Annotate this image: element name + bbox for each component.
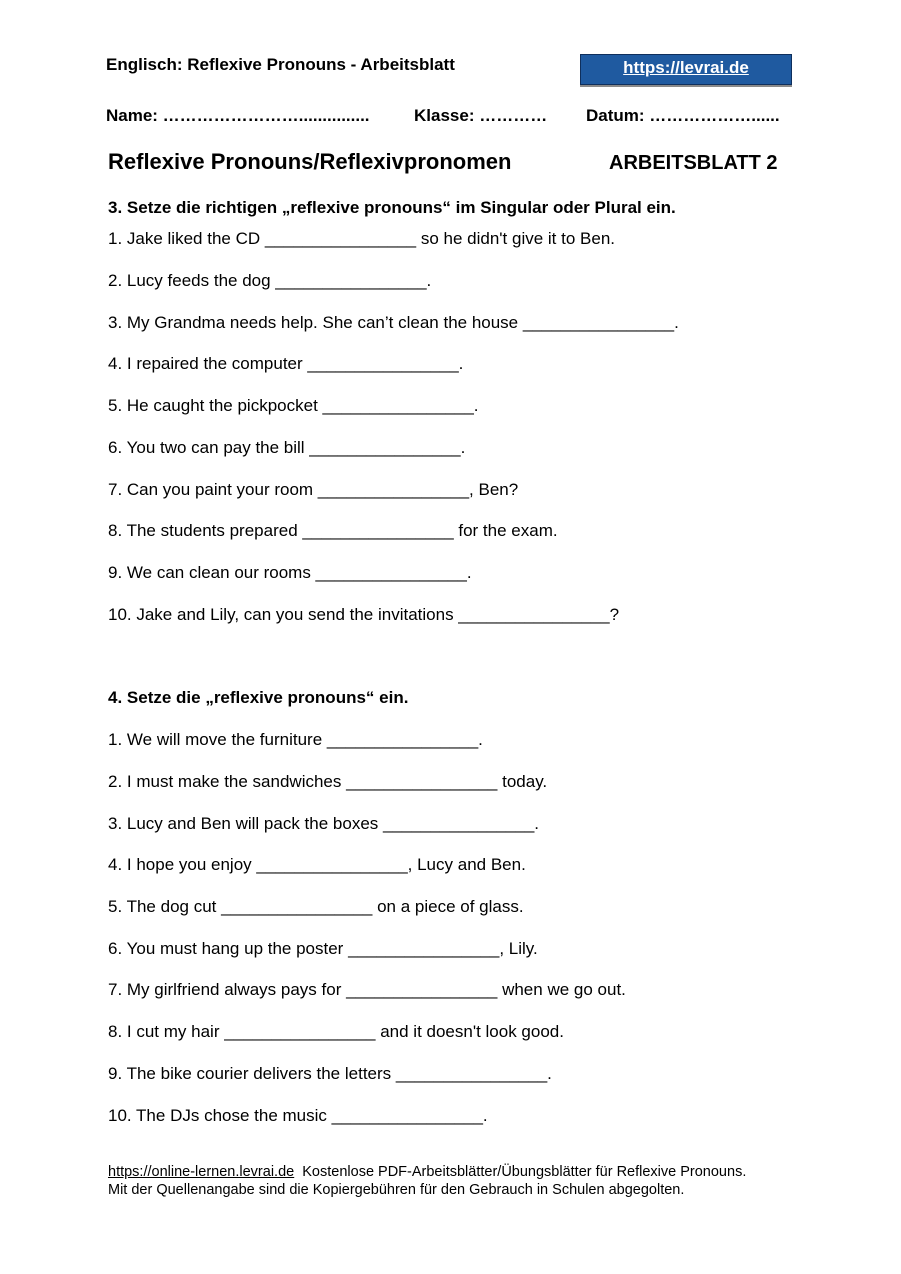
klasse-field: Klasse: …………: [414, 106, 548, 125]
datum-field: Datum: ………………......: [586, 106, 780, 125]
name-field: Name: ……………………...............: [106, 106, 370, 125]
exercise-3-item: 3. My Grandma needs help. She can’t clean the house ________________.: [108, 313, 679, 332]
exercise-3-item: 6. You two can pay the bill ________________.: [108, 438, 466, 457]
exercise-4-item: 3. Lucy and Ben will pack the boxes ________________.: [108, 814, 539, 833]
footer-link[interactable]: https://online-lernen.levrai.de: [108, 1164, 295, 1180]
exercise-4-item: 2. I must make the sandwiches ________________ today.: [108, 772, 548, 791]
exercise-3-item: 10. Jake and Lily, can you send the invitations ________________?: [108, 605, 620, 624]
exercise-3-item: 9. We can clean our rooms ________________.: [108, 563, 472, 582]
exercise-4-item: 1. We will move the furniture ________________.: [108, 730, 483, 749]
exercise-3-item: 2. Lucy feeds the dog ________________.: [108, 271, 432, 290]
exercise-3-item: 1. Jake liked the CD ________________ so he didn't give it to Ben.: [108, 229, 615, 248]
exercise-4-item: 9. The bike courier delivers the letters ________________.: [108, 1064, 552, 1083]
exercise-4-item: 5. The dog cut ________________ on a piece of glass.: [108, 897, 524, 916]
footer-description: Kostenlose PDF-Arbeitsblätter/Übungsblätter für Reflexive Pronouns.: [302, 1164, 747, 1180]
exercise-4-item: 6. You must hang up the poster ________________, Lily.: [108, 939, 538, 958]
levrai-link-box: [580, 54, 792, 85]
footer-line-2: Mit der Quellenangabe sind die Kopiergebühren für den Gebrauch in Schulen abgegolten.: [108, 1182, 685, 1198]
exercise-4-item: 4. I hope you enjoy ________________, Lucy and Ben.: [108, 855, 526, 874]
footer: [108, 1163, 746, 1199]
exercise-3-item: 7. Can you paint your room ________________, Ben?: [108, 480, 519, 499]
levrai-link[interactable]: https://levrai.de: [623, 58, 749, 77]
exercise-4-item: 10. The DJs chose the music ________________.: [108, 1106, 488, 1125]
exercise-3-item: 8. The students prepared ________________ for the exam.: [108, 521, 558, 540]
exercise-3-heading: 3. Setze die richtigen „reflexive pronouns“ im Singular oder Plural ein.: [108, 198, 676, 217]
exercise-4-heading: 4. Setze die „reflexive pronouns“ ein.: [108, 688, 409, 707]
worksheet-number: ARBEITSBLATT 2: [609, 152, 778, 174]
exercise-4-item: 8. I cut my hair ________________ and it doesn't look good.: [108, 1022, 564, 1041]
page-title: Reflexive Pronouns/Reflexivpronomen: [108, 149, 512, 174]
exercise-3-item: 4. I repaired the computer ________________.: [108, 354, 464, 373]
exercise-3-item: 5. He caught the pickpocket ________________.: [108, 396, 479, 415]
exercise-4-item: 7. My girlfriend always pays for ________________ when we go out.: [108, 980, 626, 999]
worksheet-header-title: Englisch: Reflexive Pronouns - Arbeitsblatt: [106, 55, 455, 74]
footer-line-1: [108, 1163, 746, 1181]
